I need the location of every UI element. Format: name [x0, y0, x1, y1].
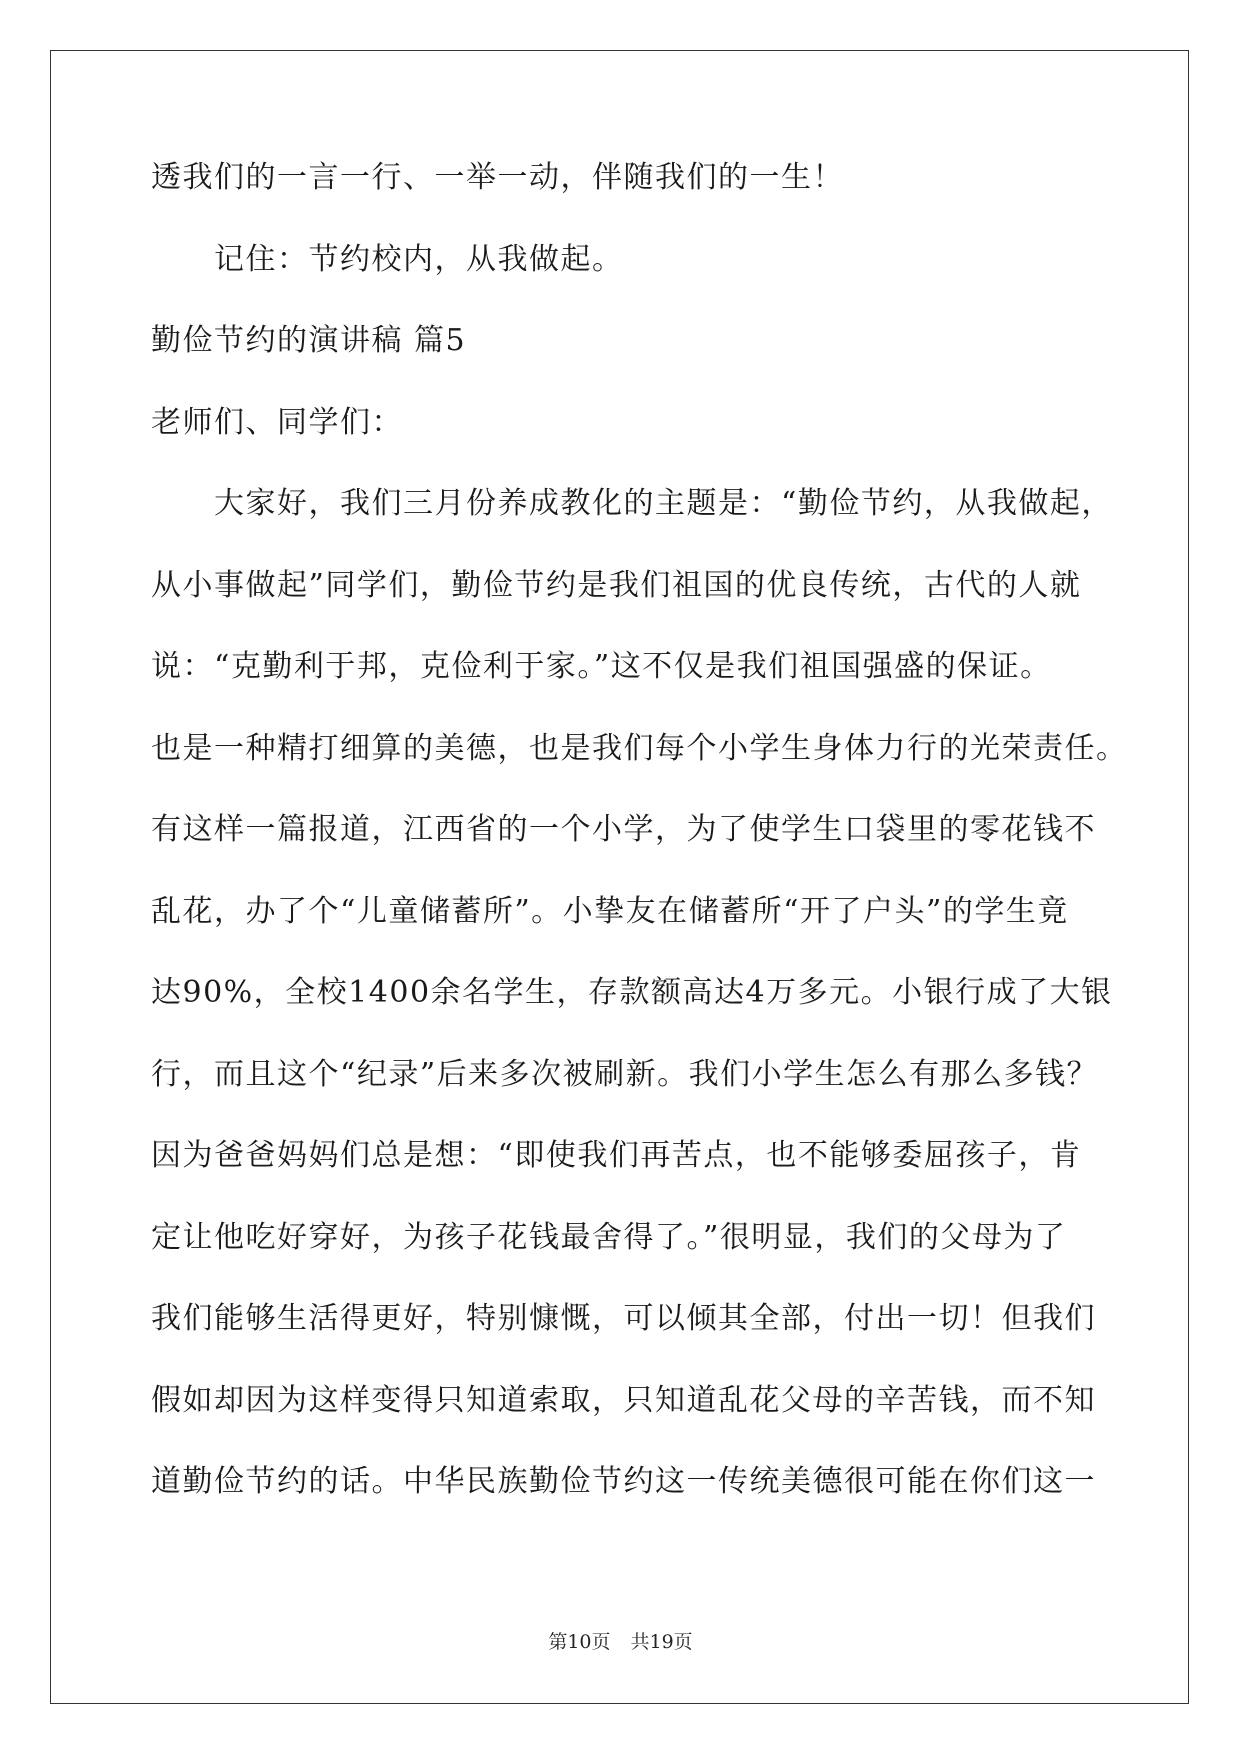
text-line: 达90%，全校1400余名学生，存款额高达4万多元。小银行成了大银	[151, 975, 1113, 1010]
page-number: 第10页	[548, 1631, 611, 1653]
text-line: 乱花，办了个“儿童储蓄所”。小挚友在储蓄所“开了户头”的学生竟	[151, 893, 1069, 929]
text-line: 记住：节约校内，从我做起。	[214, 241, 624, 277]
text-line: 定让他吃好穿好，为孩子花钱最舍得了。”很明显，我们的父母为了	[151, 1219, 1067, 1255]
text-line: 说：“克勤利于邦，克俭利于家。”这不仅是我们祖国强盛的保证。	[151, 649, 1052, 684]
text-line: 假如却因为这样变得只知道索取，只知道乱花父母的辛苦钱，而不知	[151, 1382, 1096, 1418]
text-line: 大家好，我们三月份养成教化的主题是：“勤俭节约，从我做起，	[214, 486, 1113, 521]
text-line: 透我们的一言一行、一举一动，伴随我们的一生！	[151, 160, 844, 195]
text-line: 有这样一篇报道，江西省的一个小学，为了使学生口袋里的零花钱不	[151, 812, 1096, 847]
salutation: 老师们、同学们：	[151, 404, 403, 440]
page-total: 共19页	[630, 1631, 693, 1653]
text-line: 我们能够生活得更好，特别慷慨，可以倾其全部，付出一切！但我们	[151, 1301, 1096, 1336]
page-footer	[0, 1631, 1241, 1653]
text-line: 行，而且这个“纪录”后来多次被刷新。我们小学生怎么有那么多钱？	[151, 1056, 1099, 1092]
text-line: 因为爸爸妈妈们总是想：“即使我们再苦点，也不能够委屈孩子，肯	[151, 1138, 1082, 1173]
text-line: 从小事做起”同学们，勤俭节约是我们祖国的优良传统，古代的人就	[151, 567, 1082, 603]
text-line: 道勤俭节约的话。中华民族勤俭节约这一传统美德很可能在你们这一	[151, 1464, 1096, 1499]
document-body	[151, 160, 1128, 1549]
text-line: 也是一种精打细算的美德，也是我们每个小学生身体力行的光荣责任。	[151, 730, 1128, 766]
section-heading: 勤俭节约的演讲稿 篇5	[151, 323, 467, 358]
